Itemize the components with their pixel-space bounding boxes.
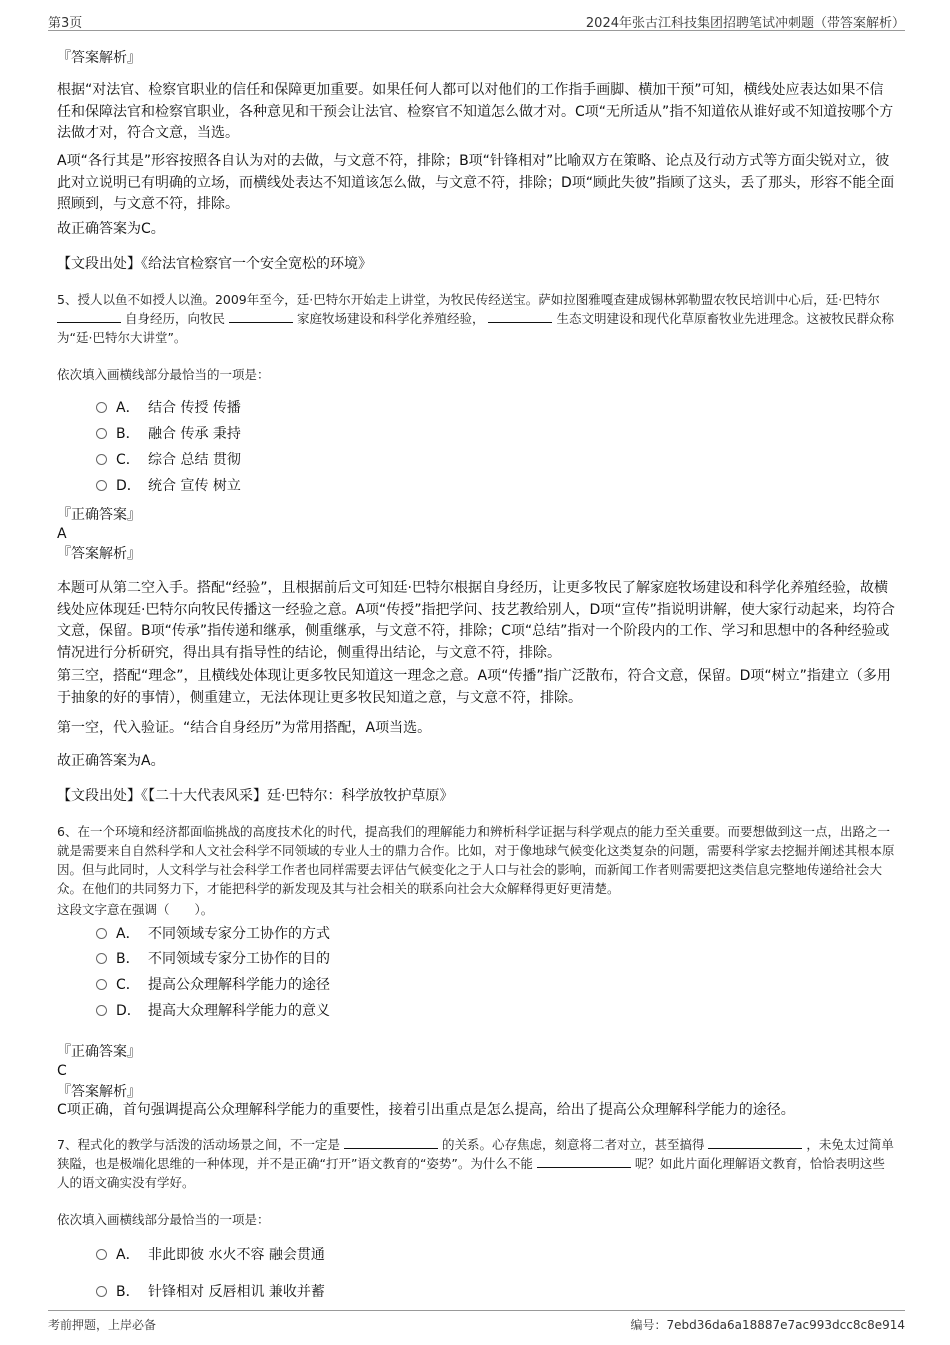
q5-answer: A bbox=[57, 526, 67, 542]
radio-icon[interactable] bbox=[96, 402, 107, 413]
q5-option-b[interactable]: B． 融合 传承 秉持 bbox=[96, 424, 241, 444]
q6-stem: 6、在一个环境和经济都面临挑战的高度技术化的时代，提高我们的理解能力和辨析科学证据与科学观点的能力至关重要。而要想做到这一点，出路之一就是需要来自自然科学和人文社会科学不同领域的专业人士的鼎力合作。比如，对于像地球气候变化这类复杂的问题，需要科学家去挖掘并阐述其根本原因。但与此同时，人文科学与社会科学工作者也同样需要去评估气候变化之于人口与社会的影响，而新闻工作者则需要把这类信息完整地传递给社会大众。在他们的共同努力下，才能把科学的新发现及其与社会相关的联系向社会大众解释得更好更清楚。 bbox=[57, 824, 895, 896]
q6-analysis: C项正确，首句强调提高公众理解科学能力的重要性，接着引出重点是怎么提高，给出了提高公众理解科学能力的途径。 bbox=[57, 1102, 795, 1118]
page-header bbox=[48, 8, 905, 31]
q6-option-d[interactable]: D． 提高大众理解科学能力的意义 bbox=[96, 1001, 330, 1021]
q6-option-b[interactable]: B． 不同领域专家分工协作的目的 bbox=[96, 949, 330, 969]
q4-analysis-label: 『答案解析』 bbox=[57, 50, 141, 66]
q5-prompt: 依次填入画横线部分最恰当的一项是： bbox=[57, 367, 270, 382]
radio-icon[interactable] bbox=[96, 480, 107, 491]
q5-analysis-para2: 第三空，搭配“理念”，且横线处体现让更多牧民知道这一理念之意。A项“传播”指广泛散布，符合文意，保留。D项“树立”指建立（多用于抽象的好的事情），侧重建立，无法体现让更多牧民知道之意，与文意不符，排除。 bbox=[57, 668, 891, 706]
q5-option-a[interactable]: A． 结合 传授 传播 bbox=[96, 398, 241, 418]
q7-option-b[interactable]: B． 针锋相对 反唇相讥 兼收并蓄 bbox=[96, 1282, 325, 1302]
q5-analysis-para1: 本题可从第二空入手。搭配“经验”，且根据前后文可知廷·巴特尔根据自身经历，让更多牧民了解家庭牧场建设和科学化养殖经验，故横线处应体现廷·巴特尔向牧民传播这一经验之意。A项“传授”指把学问、技艺教给别人，D项“宣传”指说明讲解，使大家行动起来，均符合文意，保留。B项“传承”指传递和继承，侧重继承，与文意不符，排除；C项“总结”指对一个阶段内的工作、学习和思想中的各种经验或情况进行分析研究，得出具有指导性的结论，侧重得出结论，与文意不符，排除。 bbox=[57, 580, 895, 661]
q7-option-a[interactable]: A． 非此即彼 水火不容 融会贯通 bbox=[96, 1245, 325, 1265]
q5-stem: 5、授人以鱼不如授人以渔。2009年至今，廷·巴特尔开始走上讲堂，为牧民传经送宝。萨如拉图雅嘎查建成锡林郭勒盟农牧民培训中心后，廷·巴特尔 自身经历，向牧民 家庭牧场建设和科学化养殖经验， 生态文明建设和现代化草原畜牧业先进理念。这被牧民群众称为“廷·巴特尔大讲堂”。 bbox=[57, 292, 894, 345]
q7-prompt: 依次填入画横线部分最恰当的一项是： bbox=[57, 1212, 270, 1227]
radio-icon[interactable] bbox=[96, 454, 107, 465]
q6-prompt: 这段文字意在强调（ ）。 bbox=[57, 902, 214, 917]
page-number: 第3页 bbox=[48, 16, 83, 31]
q5-answer-label: 『正确答案』 bbox=[57, 507, 141, 523]
q4-analysis-para1: 根据“对法官、检察官职业的信任和保障更加重要。如果任何人都可以对他们的工作指手画脚、横加干预”可知，横线处应表达如果不信任和保障法官和检察官职业，各种意见和干预会让法官、检察官不知道怎么做才对。C项“无所适从”指不知道依从谁好或不知道按哪个方法做才对，符合文意，当选。 bbox=[57, 82, 894, 141]
q5-source: 【文段出处】《【二十大代表风采】廷·巴特尔：科学放牧护草原》 bbox=[57, 788, 454, 804]
q5-blank-3 bbox=[488, 310, 552, 323]
document-code: 编号：7ebd36da6a18887e7ac993dcc8c8e914 bbox=[630, 1318, 905, 1332]
footer-slogan: 考前押题，上岸必备 bbox=[48, 1318, 157, 1332]
radio-icon[interactable] bbox=[96, 953, 107, 964]
radio-icon[interactable] bbox=[96, 1249, 107, 1260]
q7-blank-2 bbox=[708, 1136, 802, 1149]
q6-option-c[interactable]: C． 提高公众理解科学能力的途径 bbox=[96, 975, 330, 995]
q5-option-d[interactable]: D． 统合 宣传 树立 bbox=[96, 476, 241, 496]
radio-icon[interactable] bbox=[96, 979, 107, 990]
radio-icon[interactable] bbox=[96, 1286, 107, 1297]
page-footer bbox=[48, 1310, 905, 1335]
q5-option-c[interactable]: C． 综合 总结 贯彻 bbox=[96, 450, 241, 470]
q4-conclusion: 故正确答案为C。 bbox=[57, 221, 165, 237]
radio-icon[interactable] bbox=[96, 1005, 107, 1016]
q7-stem: 7、程式化的教学与活泼的活动场景之间，不一定是 的关系。心存焦虑，刻意将二者对立，甚至搞得 ，未免太过简单狭隘，也是极端化思维的一种体现，并不是正确“打开”语文教育的“姿势”。为什么不能 呢？如此片面化理解语文教育，恰恰表明这些人的语文确实没有学好。 bbox=[57, 1137, 894, 1190]
q5-blank-2 bbox=[229, 310, 293, 323]
q5-analysis-label: 『答案解析』 bbox=[57, 546, 141, 562]
q4-analysis-para2: A项“各行其是”形容按照各自认为对的去做，与文意不符，排除；B项“针锋相对”比喻双方在策略、论点及行动方式等方面尖锐对立，彼此对立说明已有明确的立场，而横线处表达不知道该怎么做，与文意不符，排除；D项“顾此失彼”指顾了这头，丢了那头，形容不能全面照顾到，与文意不符，排除。 bbox=[57, 153, 895, 212]
document-title: 2024年张古江科技集团招聘笔试冲刺题（带答案解析） bbox=[585, 16, 905, 31]
radio-icon[interactable] bbox=[96, 428, 107, 439]
q7-blank-3 bbox=[537, 1155, 631, 1168]
q5-analysis-para3: 第一空，代入验证。“结合自身经历”为常用搭配，A项当选。 bbox=[57, 720, 432, 736]
q7-blank-1 bbox=[344, 1136, 438, 1149]
q6-option-a[interactable]: A． 不同领域专家分工协作的方式 bbox=[96, 924, 330, 944]
radio-icon[interactable] bbox=[96, 928, 107, 939]
q6-answer: C bbox=[57, 1063, 67, 1079]
q4-source: 【文段出处】《给法官检察官一个安全宽松的环境》 bbox=[57, 256, 372, 272]
q6-analysis-label: 『答案解析』 bbox=[57, 1084, 141, 1100]
q5-conclusion: 故正确答案为A。 bbox=[57, 753, 165, 769]
q6-answer-label: 『正确答案』 bbox=[57, 1044, 141, 1060]
q5-blank-1 bbox=[57, 310, 121, 323]
